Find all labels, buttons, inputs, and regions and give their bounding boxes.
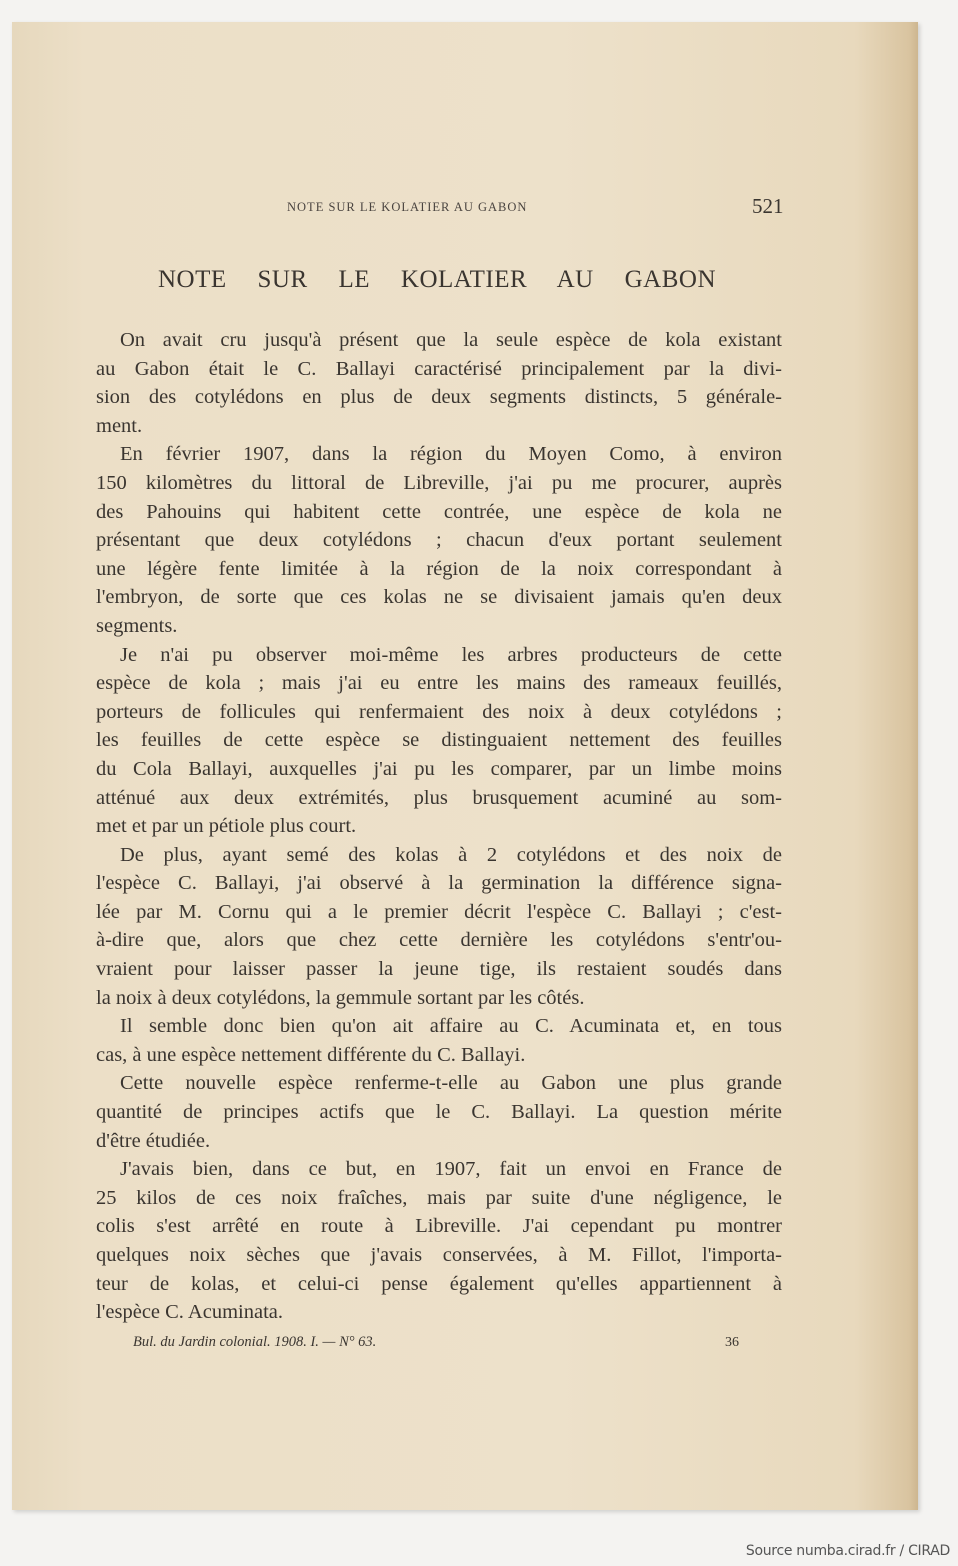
text-line: présentant que deux cotylédons ; chacun d'eux portant seulement bbox=[96, 529, 782, 552]
text-line: Il semble donc bien qu'on ait affaire au C. Acuminata et, en tous bbox=[120, 1015, 782, 1038]
paragraph bbox=[96, 326, 782, 440]
text-line: l'embryon, de sorte que ces kolas ne se divisaient jamais qu'en deux bbox=[96, 586, 782, 609]
journal-reference: Bul. du Jardin colonial. 1908. I. — N° 63. bbox=[133, 1334, 377, 1350]
text-line: En février 1907, dans la région du Moyen Como, à environ bbox=[120, 443, 782, 466]
paragraph bbox=[96, 841, 782, 1013]
text-line: sion des cotylédons en plus de deux segments distincts, 5 générale- bbox=[96, 386, 782, 409]
paragraph bbox=[96, 1012, 782, 1069]
text-line: atténué aux deux extrémités, plus brusquement acuminé au som- bbox=[96, 786, 782, 809]
source-credit: Source numba.cirad.fr / CIRAD bbox=[745, 1543, 950, 1559]
text-line: 150 kilomètres du littoral de Libreville, j'ai pu me procurer, auprès bbox=[96, 471, 782, 494]
text-line: lée par M. Cornu qui a le premier décrit l'espèce C. Ballayi ; c'est- bbox=[96, 900, 782, 923]
text-line: quantité de principes actifs que le C. Ballayi. La question mérite bbox=[96, 1101, 782, 1124]
text-line: à-dire que, alors que chez cette dernière les cotylédons s'entr'ou- bbox=[96, 929, 782, 952]
running-header: NOTE SUR LE KOLATIER AU GABON bbox=[287, 200, 528, 214]
text-line: porteurs de follicules qui renfermaient des noix à deux cotylédons ; bbox=[96, 700, 782, 723]
signature-number: 36 bbox=[725, 1335, 739, 1350]
text-line: espèce de kola ; mais j'ai eu entre les mains des rameaux feuillés, bbox=[96, 672, 782, 695]
text-line: une légère fente limitée à la région de la noix correspondant à bbox=[96, 557, 782, 580]
paragraph bbox=[96, 641, 782, 841]
text-line: d'être étudiée. bbox=[96, 1129, 211, 1152]
text-line: 25 kilos de ces noix fraîches, mais par suite d'une négligence, le bbox=[96, 1186, 782, 1209]
article-body bbox=[96, 326, 782, 1327]
text-line: De plus, ayant semé des kolas à 2 cotylédons et des noix de bbox=[120, 843, 782, 866]
text-line: des Pahouins qui habitent cette contrée, une espèce de kola ne bbox=[96, 500, 782, 523]
paragraph bbox=[96, 1155, 782, 1327]
text-line: les feuilles de cette espèce se distinguaient nettement des feuilles bbox=[96, 729, 782, 752]
text-line: teur de kolas, et celui-ci pense également qu'elles appartiennent à bbox=[96, 1272, 782, 1295]
text-line: On avait cru jusqu'à présent que la seule espèce de kola existant bbox=[120, 329, 782, 351]
text-line: Je n'ai pu observer moi-même les arbres producteurs de cette bbox=[120, 643, 782, 666]
text-line: ment. bbox=[96, 414, 143, 437]
paragraph bbox=[96, 1069, 782, 1155]
text-line: la noix à deux cotylédons, la gemmule sortant par les côtés. bbox=[96, 986, 585, 1009]
text-line: segments. bbox=[96, 614, 178, 637]
text-line: vraient pour laisser passer la jeune tige, ils restaient soudés dans bbox=[96, 958, 782, 981]
page-number: 521 bbox=[752, 194, 784, 218]
article-title: NOTE SUR LE KOLATIER AU GABON bbox=[158, 266, 716, 293]
text-line: cas, à une espèce nettement différente du C. Ballayi. bbox=[96, 1043, 526, 1066]
text-line: l'espèce C. Ballayi, j'ai observé à la germination la différence signa- bbox=[96, 872, 782, 895]
text-line: J'avais bien, dans ce but, en 1907, fait un envoi en France de bbox=[120, 1158, 782, 1181]
text-line: colis s'est arrêté en route à Libreville. J'ai cependant pu montrer bbox=[96, 1215, 782, 1238]
text-line: Cette nouvelle espèce renferme-t-elle au Gabon une plus grande bbox=[120, 1072, 782, 1095]
text-line: du Cola Ballayi, auxquelles j'ai pu les comparer, par un limbe moins bbox=[96, 757, 782, 780]
text-line: au Gabon était le C. Ballayi caractérisé principalement par la divi- bbox=[96, 357, 782, 380]
paragraph bbox=[96, 440, 782, 640]
text-line: l'espèce C. Acuminata. bbox=[96, 1301, 283, 1324]
text-line: met et par un pétiole plus court. bbox=[96, 815, 357, 838]
text-line: quelques noix sèches que j'avais conservées, à M. Fillot, l'importa- bbox=[96, 1244, 782, 1266]
